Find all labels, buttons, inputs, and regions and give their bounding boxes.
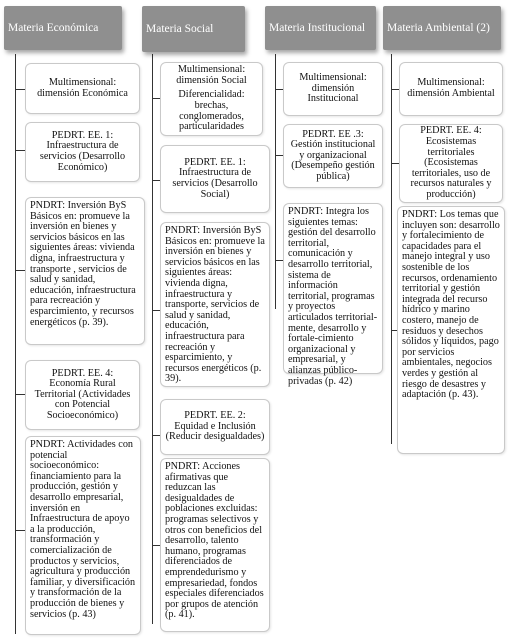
pedrt-ee4-ecosistemas-description: Ecosistemas territoriales (Ecosistemas territoriales, uso de recursos naturales y producción): [410, 136, 492, 200]
node-pndrt-temas-ambientales: [397, 206, 505, 454]
pedrt-ee3-label: PEDRT. EE .3:: [302, 128, 364, 140]
connector-col2-b3: [152, 310, 160, 311]
multidimensional-ambiental-text: Multimensional: dimensión Ambiental: [407, 77, 495, 99]
multidimensional-economica-text: Multimensional: dimensión Económica: [37, 76, 128, 99]
pedrt-ee1-social-description: Infraestructura de servicios (Desarrollo Social): [172, 167, 258, 200]
node-pedrt-ee1-social: [160, 145, 270, 213]
header-social: Materia Social: [142, 6, 245, 52]
connector-col2-b4: [152, 435, 160, 436]
connector-col3-b3: [275, 260, 283, 261]
node-pedrt-ee1-economico: [25, 122, 140, 182]
node-multidimensional-ambiental: [399, 62, 503, 116]
multidimensional-social-text: Multimensional: dimensión Social: [176, 64, 247, 86]
pedrt-ee2-description: Equidad e Inclusión (Reducir desigualdades): [165, 420, 265, 443]
connector-col1-b1: [15, 89, 25, 90]
connector-col2-b1: [152, 98, 160, 99]
node-multidimensional-institucional: [283, 62, 383, 116]
node-pndrt-inversion-economica: [25, 197, 145, 345]
node-pndrt-acciones-afirmativas: [160, 458, 270, 632]
node-pedrt-ee4-economia-rural: [25, 360, 140, 430]
multidimensional-institucional-text: Multimensional: dimensión Institucional: [299, 72, 367, 105]
pndrt-inversion-social-text: PNDRT: Inversión ByS Básicos en: promueve la inversión en bienes y servicios básicos en las siguientes áreas: vivienda digna, infraestructura y transporte, servicios de salud y sanidad, educación, infraestructura para recreación y esparcimiento, y recursos energéticos (p. 39).: [165, 225, 265, 385]
pedrt-ee1-description: Infraestructura de servicios (Desarrollo Económico): [39, 140, 126, 173]
node-pedrt-ee3-gestion: [283, 124, 383, 188]
pedrt-ee3-description: Gestión institucional y organizacional (Desempeño gestión pública): [290, 139, 376, 182]
pedrt-ee4-label: PEDRT. EE. 4:: [51, 367, 114, 379]
node-pedrt-ee4-ecosistemas: [399, 124, 503, 203]
node-pndrt-integra-temas: [283, 203, 383, 387]
connector-col3-b1: [275, 89, 283, 90]
pedrt-ee4-description: Economía Rural Territorial (Actividades con Potencial Socioeconómico): [34, 378, 131, 421]
connector-col1-b4: [15, 394, 25, 395]
pedrt-ee1-label: PEDRT. EE. 1:: [51, 129, 114, 141]
pedrt-ee2-label: PEDRT. EE. 2:: [184, 410, 246, 422]
connector-col4-b2: [391, 163, 399, 164]
pndrt-acciones-text: PNDRT: Acciones afirmativas que reduzcan las desigualdades de poblaciones excluidas: programas selectivos y otros con beneficios del desarrollo, talento humano, programas diferenciados de emprendedurismo y empresariedad, fondos especiales diferenciados por grupos de atención (p. 41).: [165, 461, 264, 621]
connector-col1: [15, 54, 16, 634]
connector-col2: [152, 54, 153, 624]
diferencialidad-text: Diferencialidad: brechas, conglomerados, particularidades: [178, 89, 245, 133]
pndrt-actividades-text: PNDRT: Actividades con potencial socioeconómico: financiamiento para la producción, gestión y desarrollo empresarial, inversión en Infraestructura de apoyo a la producción, transformación y comercialización de productos y servicios, agricultura y producción familiar, y diversificación y transformación de la producción de bienes y servicios (p. 43): [30, 439, 136, 620]
connector-col4: [391, 54, 392, 444]
header-institucional: Materia Institucional: [265, 6, 376, 50]
node-multidimensional-social: [160, 62, 263, 136]
connector-col3: [275, 54, 276, 309]
header-economica: Materia Económica: [4, 6, 122, 50]
pndrt-ambientales-text: PNDRT: Los temas que incluyen son: desarrollo y fortalecimiento de capacidades para el manejo integral y uso sostenible de los recursos, ordenamiento territorial y gestión integrada del recurso hídrico y marino costero, manejo de residuos y desechos sólidos y líquidos, pago por servicios ambientales, negocios verdes y gestión al riesgo de desastres y adaptación (p. 43).: [402, 209, 500, 401]
connector-col4-b1: [391, 89, 399, 90]
pndrt-inversion-text: PNDRT: Inversión ByS Básicos en: promueve la inversión en bienes y servicios básicos en las siguientes áreas: vivienda digna, infraestructura y transporte , servicios de salud y sanidad, educación, infraestructura para recreación y esparcimiento, y recursos energéticos (p. 39).: [30, 200, 136, 328]
node-pedrt-ee2-equidad: [160, 399, 270, 455]
connector-col2-b2: [152, 180, 160, 181]
node-multidimensional-economica: [25, 63, 140, 114]
node-pndrt-inversion-social: [160, 222, 270, 387]
connector-col1-b3: [15, 270, 25, 271]
node-pndrt-actividades: [25, 436, 141, 635]
header-ambiental: Materia Ambiental (2): [383, 6, 501, 50]
pedrt-ee1-social-label: PEDRT. EE. 1:: [184, 156, 246, 168]
connector-col2-b5: [152, 545, 160, 546]
pedrt-ee4-ecosistemas-label: PEDRT. EE. 4:: [420, 125, 482, 137]
connector-col1-b2: [15, 150, 25, 151]
connector-col1-b5: [15, 530, 25, 531]
pndrt-integra-text: PNDRT: Integra los siguientes temas: gestión del desarrollo territorial, comunicación y desarrollo territorial, sistema de información territorial, programas y proyectos articulados territorial-mente, desarrollo y fortale-cimiento organizacional y empresarial, y alianzas público-privadas (p. 42): [288, 206, 378, 387]
connector-col3-b2: [275, 155, 283, 156]
